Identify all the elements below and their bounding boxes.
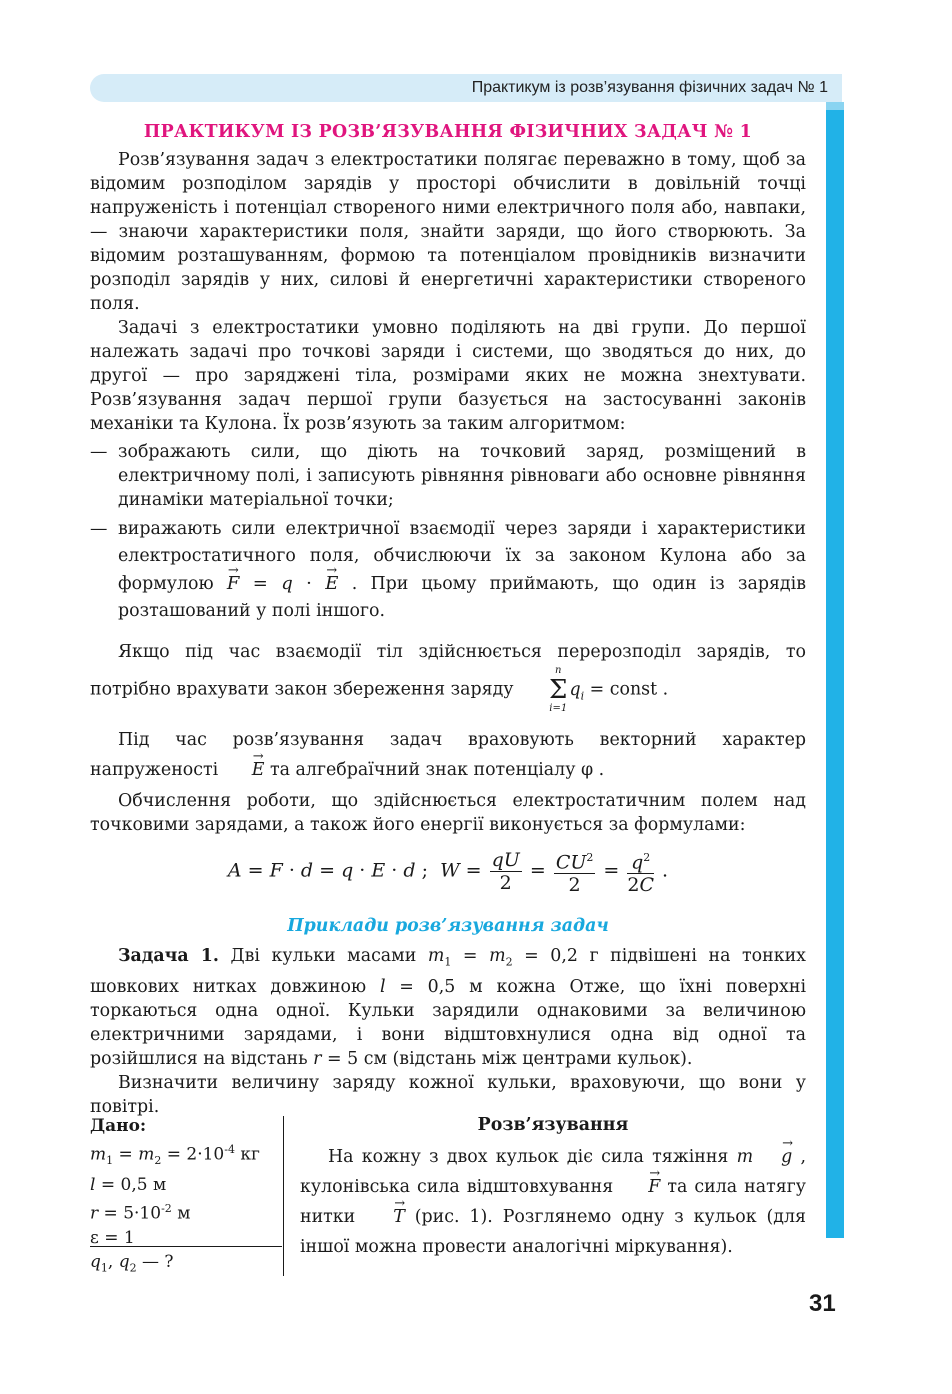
given-distance-exp: -2 [161,1202,172,1216]
list-item-forces [90,440,806,512]
solution-title: Розв’язування [477,1115,629,1135]
paragraph-vector-text: Під час розв’язування задач враховують векторний характер напруженості [90,730,806,780]
task-text-c: м кожна Отже, що їхні поверхні торкаються одна одної. Кульки зарядили однаковими за величиною електричними зарядами, і вони відштовхнулися одна від одної та розійшлися на відстань [90,976,807,1069]
sum-symbol [521,665,567,715]
page-title: ПРАКТИКУМ ІЗ РОЗВ’ЯЗУВАННЯ ФІЗИЧНИХ ЗАДАЧ № 1 [143,122,753,142]
sidebar-accent-bar [826,110,844,1238]
vector-e-2: → E [224,755,265,785]
list-item-text: зображають сили, що діють на точковий заряд, розміщений в електричному полі, і записують рівняння рівноваги або основне рівняння динаміки матеріальної точки; [118,442,806,510]
given-mass-exp: -4 [224,1143,235,1156]
task-label: Задача 1. [118,946,219,967]
sigma-glyph: Σ [549,675,568,705]
vector-f-2: → F [620,1172,660,1202]
charge-qi: $q_i$ [569,679,585,702]
paragraph-work: Обчислення роботи, що здійснюється електростатичним полем над точковими зарядами, а також його енергії виконується за формулами: [90,791,806,835]
given-distance-unit: м [177,1203,191,1224]
sum-upper: n [555,665,562,676]
list-dash: — [90,442,108,462]
given-unknown: $q_1$, $q_2$ — ? [90,1252,174,1275]
formula-work-energy: A = F · d = q · E · d ; W = $\frac{qU}{2}$ = $\frac{CU^2}{2}$ = $\frac{q^2}{2C}$ . [90,847,806,896]
given-distance: $r = 5\cdot 10^{-2}$ м [90,1202,191,1224]
given-length: l = 0,5 м [90,1175,167,1196]
vector-g: → g [753,1142,792,1172]
main-content [90,120,806,1119]
running-header [90,74,842,102]
solution-text-2: кулонівська сила відштовхування [300,1177,614,1197]
list-dash: — [90,519,108,539]
given-length-value: 0,5 м [120,1175,167,1196]
given-mass-value: 2·10 [186,1144,225,1165]
vector-f: → F [227,570,240,597]
section-title: Приклади розв’язування задач [287,916,609,937]
running-title: Практикум із розв’язування фізичних задач № 1 [471,79,828,96]
task-text-b: г підвішені на тонких шовкових нитках довжиною [90,946,806,997]
fraction-qu: $\frac{qU}{2}$ [491,849,520,895]
solution-text-4: (рис. 1). Розглянемо одну з кульок (для іншої можна провести аналогічні міркування). [300,1207,806,1257]
paragraph-groups: Задачі з електростатики умовно поділяють на дві групи. До першої належать задачі про точкові заряди і системи, що зводяться до них, до другої — про заряджені тіла, розмірами яких не можна знехтувати. Розв’язування задач першої групи базується на застосуванні законів механіки та Кулона. Їх розв’язують за таким алгоритмом: [90,318,806,434]
paragraph-intro: Розв’язування задач з електростатики полягає переважно в тому, щоб за відомим розподілом зарядів у просторі обчислити в довільній точці напруженість і потенціал створеного ними електричного поля або, навпаки, — знаючи характеристики поля, знайти заряди, що його створюють. За відомим розташуванням, формою та потенціалом провідників визначити розподіл зарядів у них, силові й енергетичні характеристики створеного поля. [90,150,806,314]
vector-t: → T [365,1202,405,1232]
given-mass: $m_1 = m_2 = 2\cdot 10^{-4}$ кг [90,1143,260,1168]
formula-force-eq: = q · [252,573,326,594]
paragraph-vector: Під час розв’язування задач враховують векторний характер напруженості → E та алгебраїчний знак потенціалу φ . [90,725,806,785]
sum-lower: i=1 [549,703,568,714]
given-distance-value: 5·10 [123,1203,162,1224]
solution-text-1: На кожну з двох кульок діє сила тяжіння [328,1147,729,1167]
paragraph-vector-text-2: та алгебраїчний знак потенціалу [269,760,576,780]
list-item-text-2: . При цьому приймають, що один із зарядів розташований у полі іншого. [118,574,806,621]
solution-block [300,1114,806,1262]
sidebar-accent-top [826,102,844,110]
paragraph-conservation-text: Якщо під час взаємодії тіл здійснюється перерозподіл зарядів, то потрібно врахувати закон збереження заряду [90,642,806,700]
solution-text-3: та сила натягу нитки [300,1177,807,1227]
formula-force [227,573,352,594]
task-text-d: (відстань між центрами кульок). [392,1048,693,1069]
paragraph-conservation: Якщо під час взаємодії тіл здійснюється перерозподіл зарядів, то потрібно врахувати закон збереження заряду n Σ i=1 $q_i$ = const . [90,642,806,714]
given-epsilon-value: 1 [123,1227,135,1248]
fraction-q2: $\frac{q^2}{2C}$ [627,847,654,896]
given-vertical-divider [283,1116,284,1276]
given-mass-unit: кг [240,1144,260,1165]
given-epsilon: ε = 1 [90,1227,135,1248]
task-question: Визначити величину заряду кожної кульки, враховуючи, що вони у повітрі. [90,1072,806,1117]
solution-text: На кожну з двох кульок діє сила тяжіння m→ g , кулонівська сила відштовхування → F та сила натягу нитки → T (рис. 1). Розглянемо одну з кульок (для іншої можна провести аналогічні міркування). [300,1142,806,1262]
given-title: Дано: [90,1116,147,1136]
list-item-coulomb [90,516,806,625]
page-number: 31 [809,1290,836,1317]
given-divider [90,1246,282,1247]
vector-e: → E [325,570,338,597]
task-text-a: Дві кульки масами [230,946,417,967]
task-1: Задача 1. Дві кульки масами $m_1 = m_2 = 0,2$ г підвішені на тонких шовкових нитках довжиною l = 0,5 м кожна Отже, що їхні поверхні торкаються одна одної. Кульки зарядили однаковими за величиною електричними зарядами, і вони відштовхнулися одна від одної та розійшлися на відстань r = 5 см (відстань між центрами кульок). [90,946,807,1069]
given-block [90,1114,282,1275]
list-item-text: виражають сили електричної взаємодії через заряди і характеристики електростатичного поля, обчислюючи їх за законом Кулона або за формулою [118,519,806,594]
fraction-cu2: $\frac{CU^2}{2}$ [554,847,596,896]
